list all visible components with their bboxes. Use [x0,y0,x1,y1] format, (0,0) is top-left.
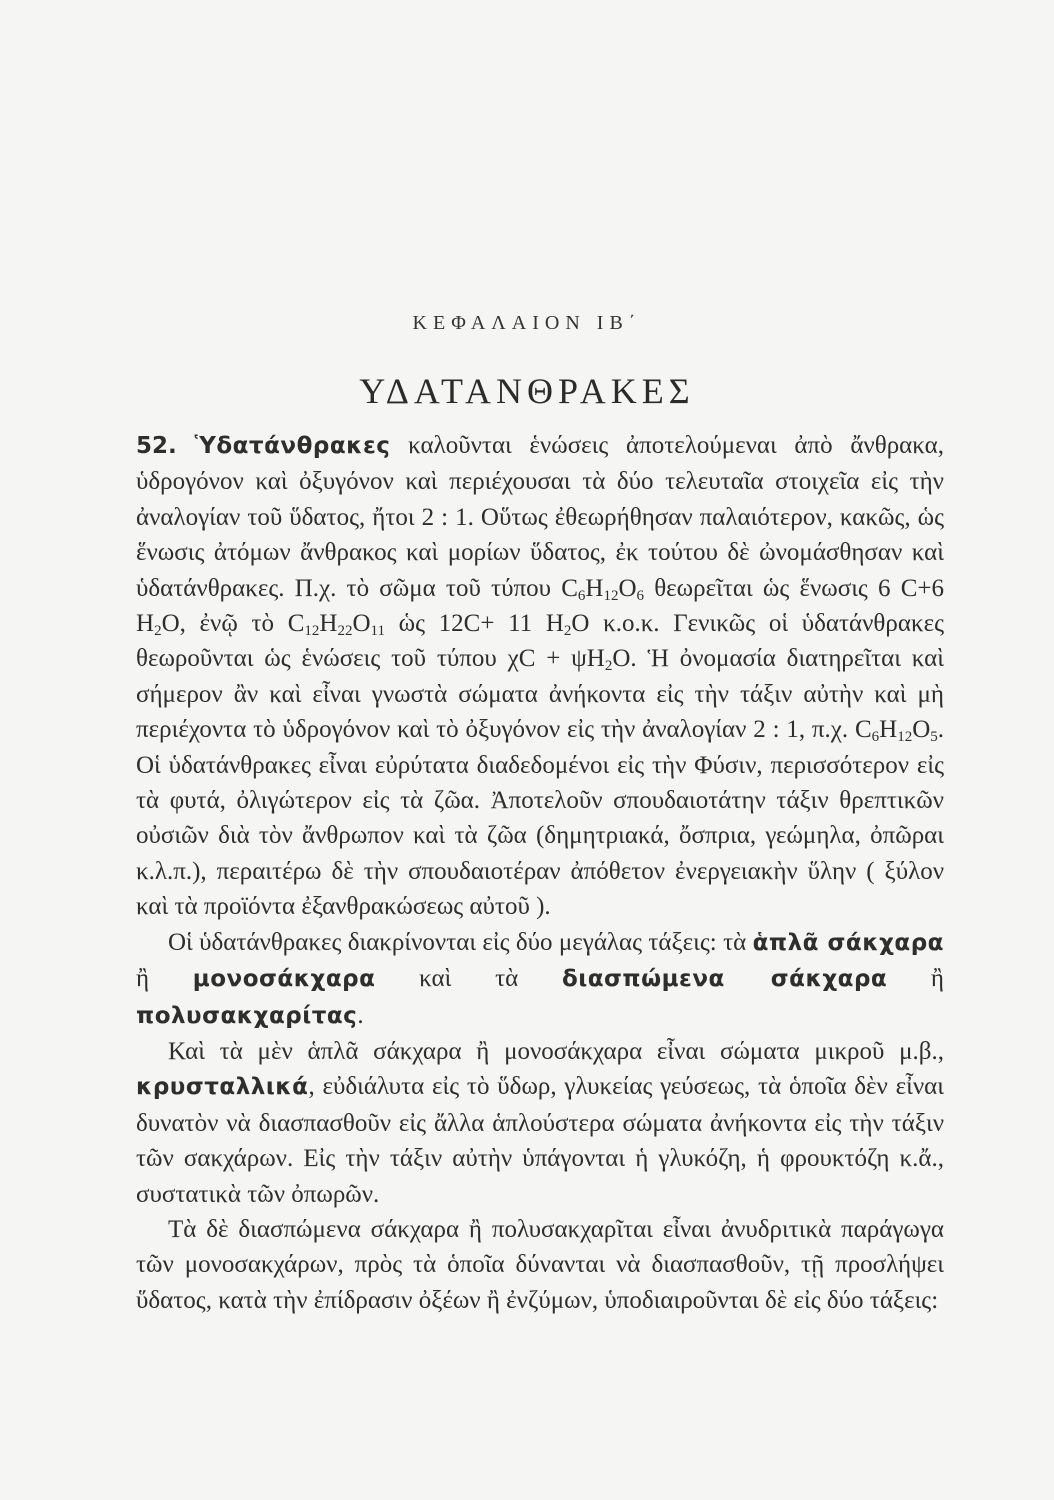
paragraph-1 [136,428,944,925]
text-run: ὡς 12C+ 11 H [384,610,564,638]
text-run: . [357,1001,364,1029]
formula-sucrose: $C_{12}H_{22}O_{11}$ [287,610,385,640]
paragraph-2 [136,925,944,1034]
section-heading: Ὑδατάνθρακες [194,433,391,459]
text-run: . Οἱ ὑδατάνθρακες εἶναι εὐρύτατα διαδεδομένοι εἰς τὴν Φύσιν, περισσότερον εἰς τὰ φυτά, ὀλιγώτερον εἰς τὰ ζῶα. Ἀποτελοῦν σπουδαιοτάτην τάξιν θρεπτικῶν οὐσιῶν διὰ τὸν ἄνθρωπον καὶ τὰ ζῶα (δημητριακά, ὄσπρια, γεώμηλα, ὀπῶραι κ.λ.π.), περαιτέρω δὲ τὴν σπουδαιοτέραν ἀπόθετον ἐνεργειακὴν ὕλην ( ξύλον καὶ τὰ προϊόντα ἐξανθρακώσεως αὐτοῦ ). [136,716,944,921]
term-crystalline: κρυσταλλικά [136,1074,309,1101]
chapter-label: ΚΕΦΑΛΑΙΟΝ ΙΒ΄ [412,312,642,334]
text-run: καλοῦνται ἑνώσεις ἀποτελούμεναι ἀπὸ ἄνθρακα, ὑδρογόνον καὶ ὀξυγόνον καὶ περιέχουσαι τὰ δύο τελευταῖα στοιχεῖα εἰς τὴν ἀναλογίαν τοῦ ὕδατος, ἤτοι 2 : 1. Οὕτως ἐθεωρήθησαν παλαιότερον, κακῶς, ὡς ἕνωσις ἀτόμων ἄνθρακος καὶ μορίων ὕδατος, ἐκ τούτου δὲ ὠνομάσθησαν καὶ ὑδατάνθρακες. Π.χ. τὸ σῶμα τοῦ τύπου [136,432,945,602]
formula-deoxy: $C_6H_{12}O_5$ [854,716,938,746]
text-run: θεωρεῖται ὡς ἕνωσις 6 C+6 H [136,574,944,638]
text-run: O κ.ο.κ. Γενικῶς οἱ ὑδατάνθρακες θεωροῦνται ὡς ἑνώσεις τοῦ τύπου χC + ψH [136,610,944,673]
section-number: 52. [136,433,177,459]
text-run: Καὶ τὰ μὲν ἁπλᾶ σάκχαρα ἢ μονοσάκχαρα εἶναι σώματα μικροῦ μ.β., [168,1037,944,1065]
text-run: καὶ τὰ [375,965,562,993]
term-simple-sugars: ἁπλᾶ σάκχαρα [752,929,944,956]
term-hydrolysable-sugars: διασπώμενα σάκχαρα [561,966,888,993]
paragraph-4: Τὰ δὲ διασπώμενα σάκχαρα ἢ πολυσακχαρῖται εἶναι ἀνυδριτικὰ παράγωγα τῶν μονοσακχάρων, πρὸς τὰ ὁποῖα δύνανται νὰ διασπασθοῦν, τῇ προσλήψει ὕδατος, κατὰ τὴν ἐπίδρασιν ὀξέων ἢ ἐνζύμων, ὑποδιαιροῦνται δὲ εἰς δύο τάξεις: [136,1215,944,1314]
text-run: ἢ [136,965,193,993]
term-polysaccharides: πολυσακχαρίτας [136,1002,358,1029]
subscript: 2 [563,623,572,640]
subscript: 2 [604,658,613,675]
text-run: O, ἐνῷ τὸ [161,610,288,638]
term-monosaccharides: μονοσάκχαρα [192,966,376,993]
subscript: 2 [154,623,162,640]
paragraph-3 [136,1034,944,1212]
body-text [136,428,944,1318]
chapter-title: ΥΔΑΤΑΝΘΡΑΚΕΣ [359,371,695,411]
text-run: ἢ [887,965,945,993]
text-run: Οἱ ὑδατάνθρακες διακρίνονται εἰς δύο μεγάλας τάξεις: τὰ [168,928,753,956]
text-run: O. Ἡ ὀνομασία διατηρεῖται καὶ σήμερον ἂν καὶ εἶναι γνωστὰ σώματα ἀνήκοντα εἰς τὴν τάξιν αὐτὴν καὶ μὴ περιέχοντα τὸ ὑδρογόνον καὶ τὸ ὀξυγόνον εἰς τὴν ἀναλογίαν 2 : 1, π.χ. [136,645,944,744]
formula-glucose: $C_6H_{12}O_6$ [561,574,644,604]
text-run: , εὐδιάλυτα εἰς τὸ ὕδωρ, γλυκείας γεύσεως, τὰ ὁποῖα δὲν εἶναι δυνατὸν νὰ διασπασθοῦν εἰς ἄλλα ἁπλούστερα σώματα ἀνήκοντα εἰς τὴν τάξιν τῶν σακχάρων. Εἰς τὴν τάξιν αὐτὴν ὑπάγονται ἡ γλυκόζη, ἡ φρουκτόζη κ.ἄ., συστατικὰ τῶν ὀπωρῶν. [136,1073,944,1208]
